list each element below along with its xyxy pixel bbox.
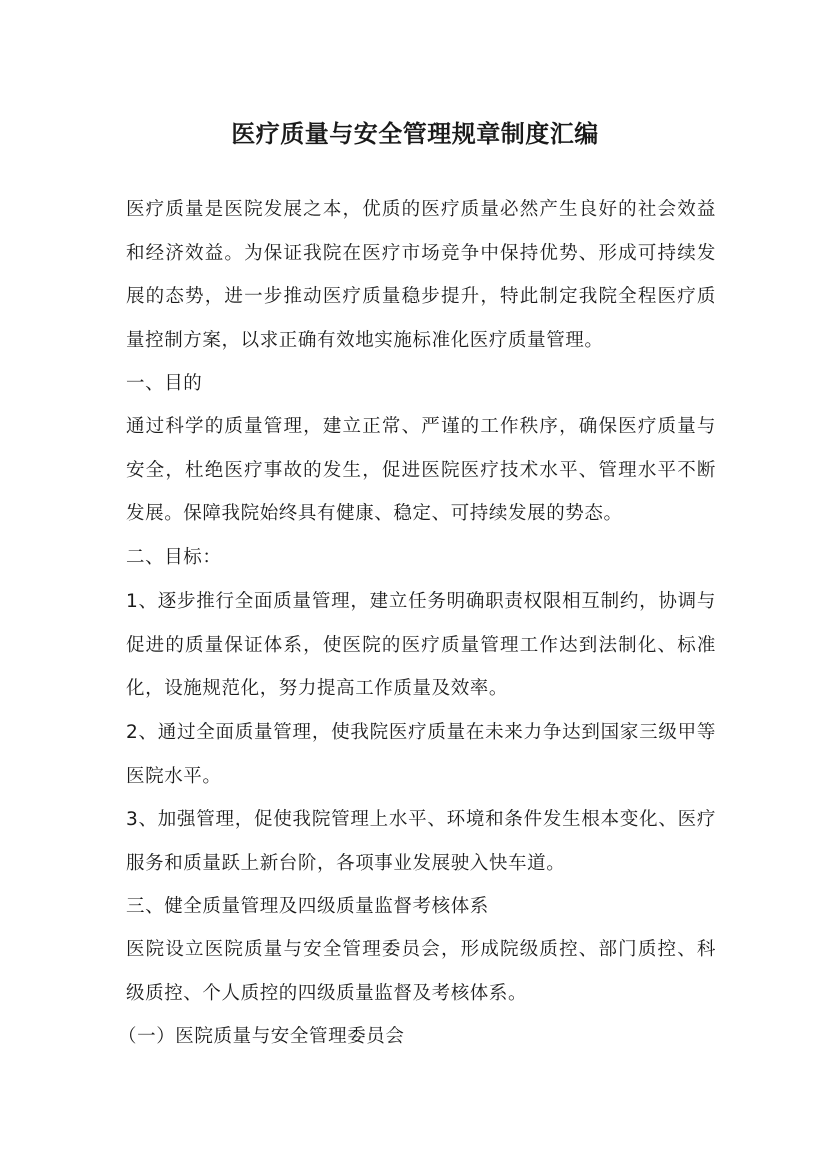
goal-item-3 xyxy=(126,798,716,885)
intro-paragraph xyxy=(126,188,716,362)
purpose-paragraph xyxy=(126,405,716,536)
section-heading-purpose: 一、目的 xyxy=(126,373,203,394)
document-title: 医疗质量与安全管理规章制度汇编 xyxy=(231,120,599,148)
subsection-heading-committee: （一）医院质量与安全管理委员会 xyxy=(118,1026,405,1047)
goal-item-text: 3、加强管理，促使我院管理上水平、环境和条件发生根本变化、医疗服务和质量跃上新台阶，各项事业发展驶入快车道。 xyxy=(126,809,716,874)
intro-text: 医疗质量是医院发展之本，优质的医疗质量必然产生良好的社会效益和经济效益。为保证我院在医疗市场竞争中保持优势、形成可持续发展的态势，进一步推动医疗质量稳步提升，特此制定我院全程医疗质量控制方案，以求正确有效地实施标准化医疗质量管理。 xyxy=(126,199,716,351)
goal-item-2 xyxy=(126,711,716,798)
system-text: 医院设立医院质量与安全管理委员会，形成院级质控、部门质控、科级质控、个人质控的四级质量监督及考核体系。 xyxy=(126,939,716,1004)
goal-item-1 xyxy=(126,580,716,711)
purpose-text: 通过科学的质量管理，建立正常、严谨的工作秩序，确保医疗质量与安全，杜绝医疗事故的发生，促进医院医疗技术水平、管理水平不断发展。保障我院始终具有健康、稳定、可持续发展的势态。 xyxy=(126,416,716,524)
goal-item-text: 1、逐步推行全面质量管理，建立任务明确职责权限相互制约，协调与促进的质量保证体系，使医院的医疗质量管理工作达到法制化、标准化，设施规范化，努力提高工作质量及效率。 xyxy=(126,591,716,699)
system-paragraph xyxy=(126,928,716,1015)
goal-item-text: 2、通过全面质量管理，使我院医疗质量在未来力争达到国家三级甲等医院水平。 xyxy=(126,722,716,787)
section-heading-goals: 二、目标： xyxy=(126,547,222,568)
section-heading-system: 三、健全质量管理及四级质量监督考核体系 xyxy=(126,896,489,917)
